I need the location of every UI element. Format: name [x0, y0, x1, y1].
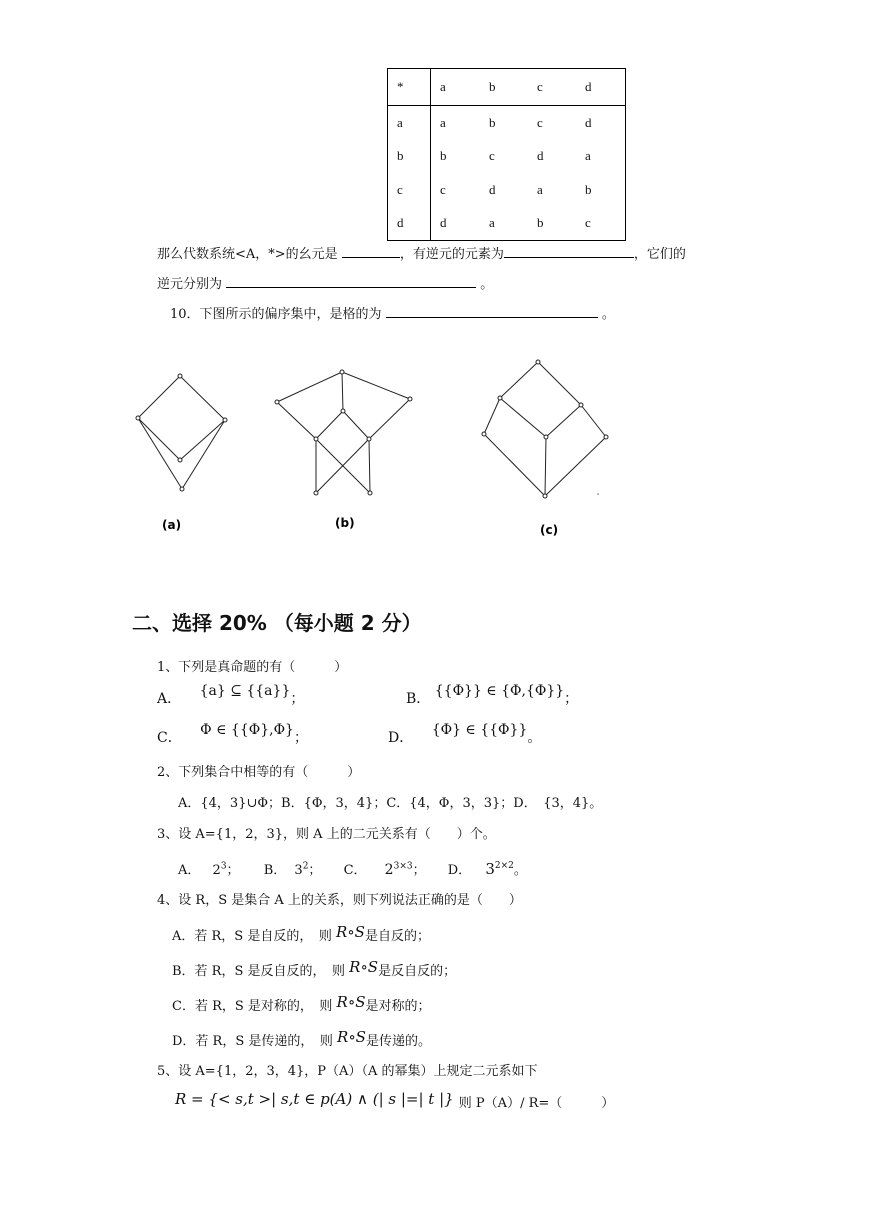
q5-stem: 5、设 A={1，2，3，4}，P（A）（A 的幂集）上规定二元系如下	[157, 1064, 538, 1079]
composition-expr: R∘S	[349, 958, 379, 976]
option-text: B．若 R，S 是反自反的， 则	[172, 964, 346, 979]
math-expr: {Φ} ∈ {{Φ}}	[431, 722, 528, 738]
table-cell: b	[489, 114, 496, 130]
table-row	[388, 206, 626, 240]
table-cell: a	[584, 148, 591, 164]
option-text: D．若 R，S 是传递的， 则	[172, 1034, 333, 1049]
row-header: b	[388, 140, 431, 173]
q4-option-b	[172, 960, 456, 979]
option-end: 是对称的；	[365, 999, 431, 1014]
math-expr: {{Φ}} ∈ {Φ,{Φ}}	[434, 683, 565, 699]
table-row	[388, 173, 626, 206]
table-cell: b	[440, 148, 447, 164]
operation-table	[387, 68, 626, 241]
q9-blank-inverses[interactable]	[226, 287, 476, 288]
table-cell: a	[440, 114, 446, 130]
table-header-cell: b	[480, 69, 528, 106]
table-header-cell: c	[528, 69, 576, 106]
q9-text: 那么代数系统<A，*>的幺元是	[157, 247, 338, 262]
option-label: B．	[263, 863, 287, 878]
math-expr: Φ ∈ {{Φ},Φ}	[200, 722, 294, 738]
table-cell: b	[584, 181, 592, 197]
table-corner: *	[388, 69, 431, 106]
q2-options: A．{4，3}∪Φ；B．{Φ，3，4}；C．{4，Φ，3，3}；D． {3，4}。	[178, 796, 603, 811]
q9-text: ，它们的	[633, 247, 686, 262]
hasse-diagram-a	[136, 374, 227, 491]
option-end: ；	[308, 863, 322, 878]
composition-expr: R∘S	[336, 923, 365, 941]
table-cell: b	[536, 215, 544, 231]
option-label: D．	[388, 730, 414, 746]
row-header: a	[388, 106, 431, 140]
figure-label-c: (c)	[540, 523, 559, 537]
hasse-diagram-b	[275, 370, 412, 495]
option-end: ；	[226, 863, 240, 878]
q5-formula-line	[175, 1092, 614, 1111]
q10-line	[170, 303, 615, 322]
relation-formula: R = {< s,t >| s,t ∈ p(A) ∧ (| s |=| t |}	[175, 1090, 454, 1108]
q9-text: ，有逆元的元素为	[399, 247, 504, 262]
option-end: ；	[290, 691, 305, 707]
figure-label-b: (b)	[335, 516, 355, 530]
q1-option-b	[406, 683, 579, 708]
stray-dot	[597, 493, 599, 495]
row-header: c	[388, 173, 431, 206]
option-end: ；	[564, 691, 579, 707]
hasse-diagram-c	[482, 360, 608, 498]
composition-expr: R∘S	[337, 1028, 366, 1046]
option-end: ；	[293, 730, 308, 746]
table-cell: c	[584, 215, 591, 231]
power-a: $2^3$	[212, 861, 227, 878]
option-end: 是反自反的；	[378, 964, 457, 979]
option-text: A．若 R，S 是自反的， 则	[172, 929, 332, 944]
q9-blank-invertible[interactable]	[504, 257, 634, 258]
table-row	[388, 140, 626, 173]
q4-option-d	[172, 1030, 431, 1049]
table-cell: c	[536, 114, 543, 130]
math-expr: {a} ⊆ {{a}}	[199, 683, 291, 699]
option-label: C．	[157, 730, 182, 746]
row-header: d	[388, 206, 431, 240]
option-label: D．	[447, 863, 472, 878]
hasse-diagrams	[0, 350, 869, 550]
option-label: A．	[157, 691, 182, 707]
table-cell: a	[489, 215, 495, 231]
q2-stem: 2、下列集合中相等的有（ ）	[157, 765, 361, 780]
figure-label-a: (a)	[162, 518, 182, 532]
q10-blank[interactable]	[386, 317, 598, 318]
q9-text: 。	[480, 277, 494, 292]
option-label: B．	[406, 691, 431, 707]
composition-expr: R∘S	[336, 993, 366, 1011]
power-d: $3^{2\times 2}$	[485, 860, 514, 878]
q4-stem: 4、设 R，S 是集合 A 上的关系，则下列说法正确的是（ ）	[157, 893, 522, 908]
option-end: 。	[527, 730, 542, 746]
q3-options	[178, 859, 527, 878]
table-cell: d	[440, 215, 447, 231]
q4-option-a	[172, 925, 430, 944]
option-end: 。	[513, 863, 527, 878]
option-end: ；	[412, 863, 426, 878]
q5-tail: 则 P（A）/ R=（ ）	[458, 1096, 615, 1111]
table-cell: d	[489, 181, 496, 197]
option-label: A．	[178, 863, 201, 878]
q9-blank-identity[interactable]	[342, 257, 400, 258]
section2-title: 二、选择 20% （每小题 2 分）	[132, 611, 422, 635]
q9-line2	[157, 273, 493, 292]
q9-text: 逆元分别为	[157, 277, 223, 292]
table-cell: a	[536, 181, 543, 197]
q3-stem: 3、设 A={1，2，3}，则 A 上的二元关系有（ ）个。	[157, 827, 496, 842]
q1-stem: 1、下列是真命题的有（ ）	[157, 660, 348, 675]
q1-option-c	[157, 722, 308, 747]
power-b: $3^2$	[294, 861, 309, 878]
q4-option-c	[172, 995, 431, 1014]
q1-option-a	[157, 683, 305, 708]
option-label: C．	[343, 863, 367, 878]
table-cell: d	[584, 114, 592, 130]
q10-text: 。	[601, 307, 615, 322]
option-end: 是自反的；	[364, 929, 430, 944]
q9-line1	[157, 243, 686, 262]
table-header-cell: a	[431, 69, 481, 106]
option-text: C．若 R，S 是对称的， 则	[172, 999, 333, 1014]
q10-text: 10．下图所示的偏序集中，是格的为	[170, 307, 382, 322]
table-cell: c	[440, 181, 446, 197]
q1-option-d	[388, 722, 542, 747]
table-row	[388, 106, 626, 140]
table-header-cell: d	[576, 69, 626, 106]
option-end: 是传递的。	[365, 1034, 431, 1049]
table-cell: c	[489, 148, 495, 164]
table-cell: d	[536, 148, 544, 164]
power-c: $2^{3\times 3}$	[384, 861, 413, 878]
